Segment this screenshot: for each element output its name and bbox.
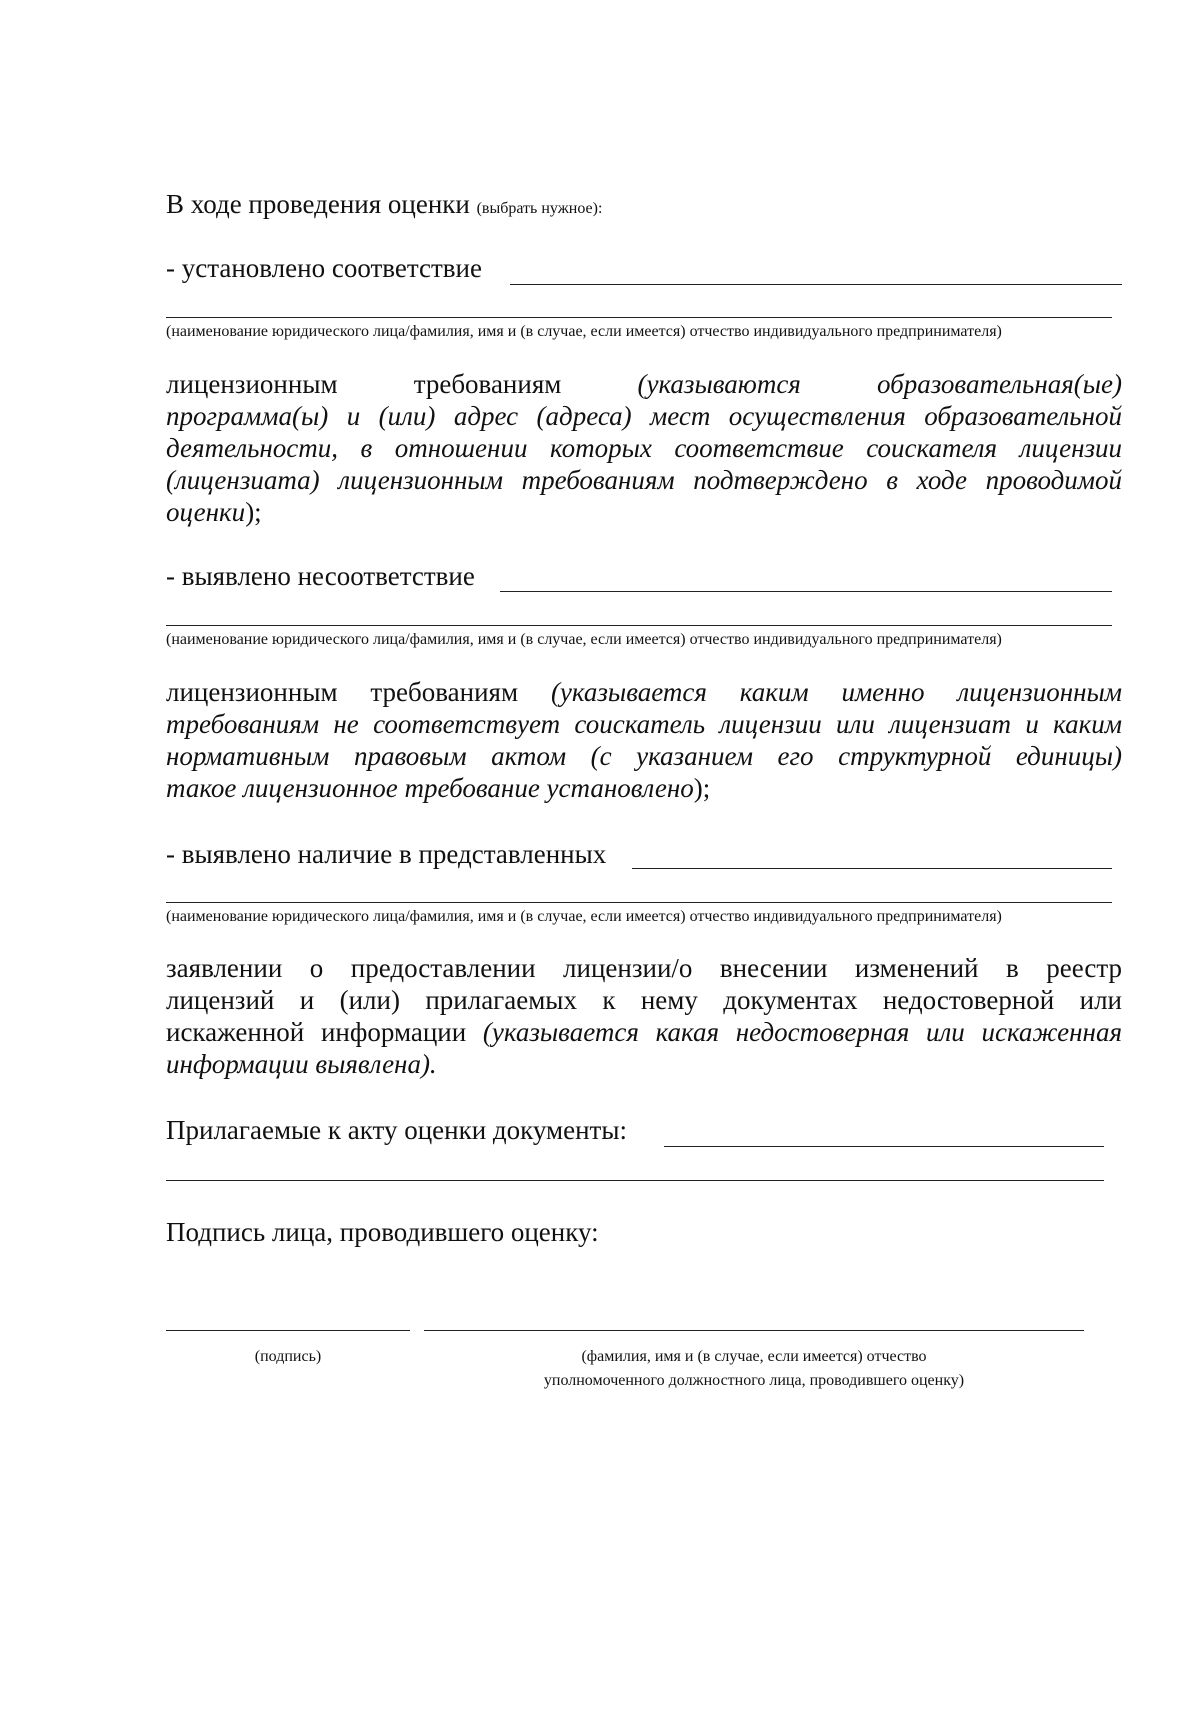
s1-body-line-1: лицензионным требованиям (указываются образовательная(ые) [166,369,1123,399]
s3-body-line-2: лицензий и (или) прилагаемых к нему документах недостоверной или [166,985,1122,1015]
intro-line [166,188,602,225]
s2-body-line-1: лицензионным требованиям (указывается каким именно лицензионным [166,677,1122,707]
s2-caption: (наименование юридического лица/фамилия, имя и (в случае, если имеется) отчество индивидуального предпринимателя) [166,631,1002,648]
s3-fill-line[interactable] [632,868,1112,869]
s1-body-line-5: оценки); [166,497,262,527]
s2-body-line-2: требованиям не соответствует соискатель лицензии или лицензиат и каким [166,709,1122,739]
s1-label: - установлено соответствие [166,253,482,283]
s3-body-line-1: заявлении о предоставлении лицензии/о внесении изменений в реестр [166,953,1122,983]
s2-body-line-4: такое лицензионное требование установлено); [166,773,711,803]
signature-line[interactable] [166,1330,410,1331]
s3-caption: (наименование юридического лица/фамилия, имя и (в случае, если имеется) отчество индивидуального предпринимателя) [166,908,1002,925]
name-caption-2: уполномоченного должностного лица, проводившего оценку) [543,1372,965,1389]
s2-body-line-3: нормативным правовым актом (с указанием его структурной единицы) [166,741,1122,771]
signature-label: Подпись лица, проводившего оценку: [166,1217,599,1247]
s1-body-line-4: (лицензиата) лицензионным требованиям подтверждено в ходе проводимой [166,465,1122,495]
attachments-fill-line-2[interactable] [166,1180,1104,1181]
signature-caption: (подпись) [254,1348,322,1365]
s3-body-line-3: искаженной информации (указывается какая недостоверная или искаженная [166,1017,1122,1047]
s3-fill-line-2[interactable] [166,902,1112,903]
s1-fill-line-2[interactable] [166,317,1112,318]
s2-fill-line[interactable] [500,591,1112,592]
s1-body-line-2: программа(ы) и (или) адрес (адреса) мест осуществления образовательной [166,401,1122,431]
name-caption-1: (фамилия, имя и (в случае, если имеется) отчество [581,1348,927,1365]
intro-note: (выбрать нужное): [476,200,603,217]
s3-body-line-4: информации выявлена). [166,1049,437,1079]
s1-body-line-3: деятельности, в отношении которых соответствие соискателя лицензии [166,433,1122,463]
s1-caption: (наименование юридического лица/фамилия, имя и (в случае, если имеется) отчество индивидуального предпринимателя) [166,323,1002,340]
s2-fill-line-2[interactable] [166,625,1112,626]
s1-fill-line[interactable] [510,284,1122,285]
name-line[interactable] [424,1330,1084,1331]
intro-text: В ходе проведения оценки [166,189,470,219]
attachments-label: Прилагаемые к акту оценки документы: [166,1115,627,1145]
attachments-fill-line[interactable] [664,1146,1104,1147]
s2-label: - выявлено несоответствие [166,561,475,591]
s3-label: - выявлено наличие в представленных [166,839,607,869]
